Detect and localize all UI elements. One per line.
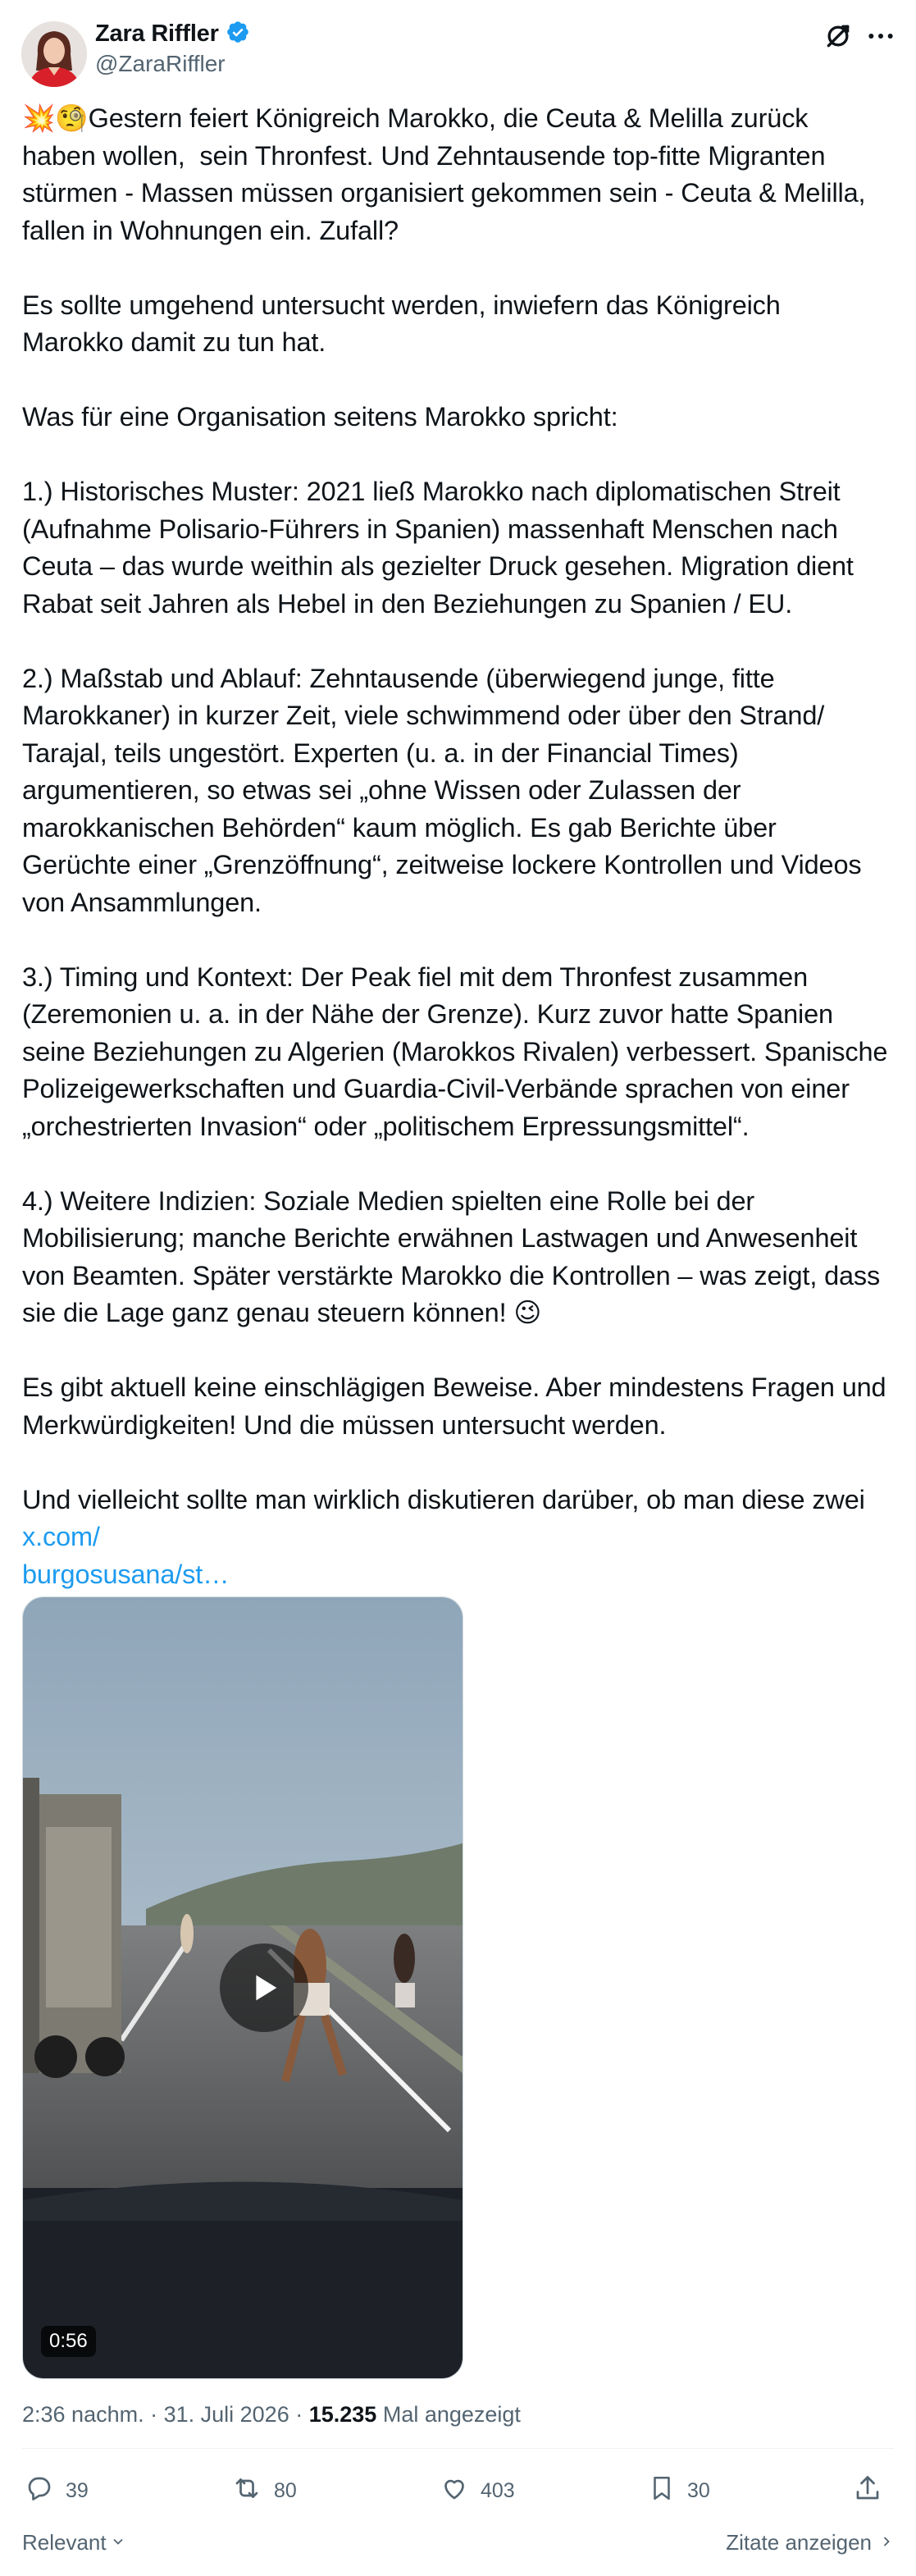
view-count: 15.235 <box>308 2402 377 2427</box>
tweet-line: 1.) Historisches Muster: 2021 ließ Marokko nach diplomatischen Streit <box>22 477 841 506</box>
view-label: Mal angezeigt <box>382 2402 521 2427</box>
tweet-line: Mobilisierung; manche Berichte erwähnen Lastwagen und Anwesenheit <box>22 1223 858 1253</box>
tweet-line: Rabat seit Jahren als Hebel in den Beziehungen zu Spanien / EU. <box>22 588 793 619</box>
meta-separator: · <box>289 2402 309 2427</box>
reply-icon <box>25 2473 54 2509</box>
tweet-line: sie die Lage ganz genau steuern können! 😉 <box>22 1298 542 1327</box>
author-name-row[interactable] <box>95 20 250 48</box>
repost-count: 80 <box>274 2479 297 2502</box>
like-button[interactable] <box>440 2473 515 2509</box>
share-icon <box>853 2473 882 2509</box>
sort-label: Relevant <box>22 2530 107 2555</box>
tweet-line: (Zeremonien u. a. in der Nähe der Grenze). Kurz zuvor hatte Spanien <box>22 999 833 1029</box>
video-player[interactable] <box>22 1596 463 2379</box>
tweet-line: seine Beziehungen zu Algerien (Marokkos Rivalen) verbessert. Spanische <box>22 1036 888 1066</box>
tweet-line: argumentieren, so etwas sei „ohne Wissen oder Zulassen der <box>22 775 741 805</box>
author-handle[interactable]: @ZaraRiffler <box>95 51 226 76</box>
tweet-line: marokkanischen Behörden“ kaum möglich. Es gab Berichte über <box>22 812 777 843</box>
tweet-line: Und vielleicht sollte man wirklich diskutieren darüber, ob man diese zwei <box>22 1484 865 1514</box>
tweet-meta <box>22 2402 521 2428</box>
tweet-link[interactable]: x.com/ <box>22 1484 873 1551</box>
tweet-line: 2.) Maßstab und Ablauf: Zehntausende (überwiegend junge, fitte <box>22 663 775 693</box>
bookmark-icon <box>648 2473 676 2509</box>
like-icon <box>440 2473 469 2509</box>
tweet-line: stürmen - Massen müssen organisiert gekommen sein - Ceuta & Melilla, <box>22 178 866 208</box>
tweet-line: Ceuta – das wurde weithin als gezielter Druck gesehen. Migration dient <box>22 551 854 581</box>
share-button[interactable] <box>853 2473 882 2509</box>
more-icon[interactable] <box>863 20 899 53</box>
tweet-line: Tarajal, teils ungestört. Experten (u. a. in der Financial Times) <box>22 738 739 768</box>
tweet-line: fallen in Wohnungen ein. Zufall? <box>22 215 399 245</box>
tweet-line: Gerüchte einer „Grenzöffnung“, zeitweise lockere Kontrollen und Videos <box>22 850 862 879</box>
tweet-line: (Aufnahme Polisario-Führers in Spanien) massenhaft Menschen nach <box>22 514 838 544</box>
like-count: 403 <box>481 2479 515 2502</box>
tweet-line: Was für eine Organisation seitens Marokko spricht: <box>22 402 618 432</box>
tweet-line: von Beamten. Später verstärkte Marokko die Kontrollen – was zeigt, dass <box>22 1260 881 1290</box>
meta-separator: · <box>144 2402 164 2427</box>
sort-dropdown[interactable] <box>22 2530 126 2555</box>
tweet-line: Polizeigewerkschaften und Guardia-Civil-Verbände sprachen von einer <box>22 1074 850 1103</box>
tweet-text <box>22 100 900 1593</box>
tweet-line: Merkwürdigkeiten! Und die müssen untersucht werden. <box>22 1409 667 1440</box>
grok-icon[interactable] <box>822 20 854 53</box>
tweet-time[interactable]: 2:36 nachm. <box>22 2402 144 2427</box>
reply-count: 39 <box>66 2479 89 2502</box>
verified-badge-icon <box>226 20 250 48</box>
chevron-right-icon <box>878 2530 895 2555</box>
view-quotes-link[interactable] <box>726 2530 895 2555</box>
tweet-line: Marokko damit zu tun hat. <box>22 327 326 357</box>
repost-icon <box>231 2473 262 2509</box>
tweet-line: Marokkaner) in kurzer Zeit, viele schwimmend oder über den Strand/ <box>22 701 825 730</box>
tweet-line: 3.) Timing und Kontext: Der Peak fiel mit dem Thronfest zusammen <box>22 961 808 992</box>
bookmark-count: 30 <box>687 2479 710 2502</box>
repost-button[interactable] <box>231 2473 297 2509</box>
chevron-down-icon <box>110 2530 126 2555</box>
tweet-line: 4.) Weitere Indizien: Soziale Medien spielten eine Rolle bei der <box>22 1185 755 1216</box>
tweet-line: 💥🧐Gestern feiert Königreich Marokko, die Ceuta & Melilla zurück <box>22 103 809 133</box>
bookmark-button[interactable] <box>648 2473 710 2509</box>
author-name[interactable]: Zara Riffler <box>95 21 219 47</box>
play-icon[interactable] <box>220 1943 308 2032</box>
avatar[interactable] <box>21 21 87 87</box>
tweet-date[interactable]: 31. Juli 2026 <box>163 2402 289 2427</box>
tweet-link-continued[interactable]: burgosusana/st… <box>22 1559 230 1589</box>
tweet-line: von Ansammlungen. <box>22 887 262 917</box>
tweet-line: Es gibt aktuell keine einschlägigen Beweise. Aber mindestens Fragen und <box>22 1372 886 1402</box>
divider <box>22 2448 894 2449</box>
tweet-line: Es sollte umgehend untersucht werden, inwiefern das Königreich <box>22 290 781 320</box>
tweet-line: haben wollen, sein Thronfest. Und Zehntausende top-fitte Migranten <box>22 140 826 171</box>
quotes-label: Zitate anzeigen <box>726 2530 872 2555</box>
reply-button[interactable] <box>25 2473 89 2509</box>
tweet-line: „orchestrierten Invasion“ oder „politischem Erpressungsmittel“. <box>22 1111 750 1141</box>
video-duration: 0:56 <box>41 2326 96 2357</box>
